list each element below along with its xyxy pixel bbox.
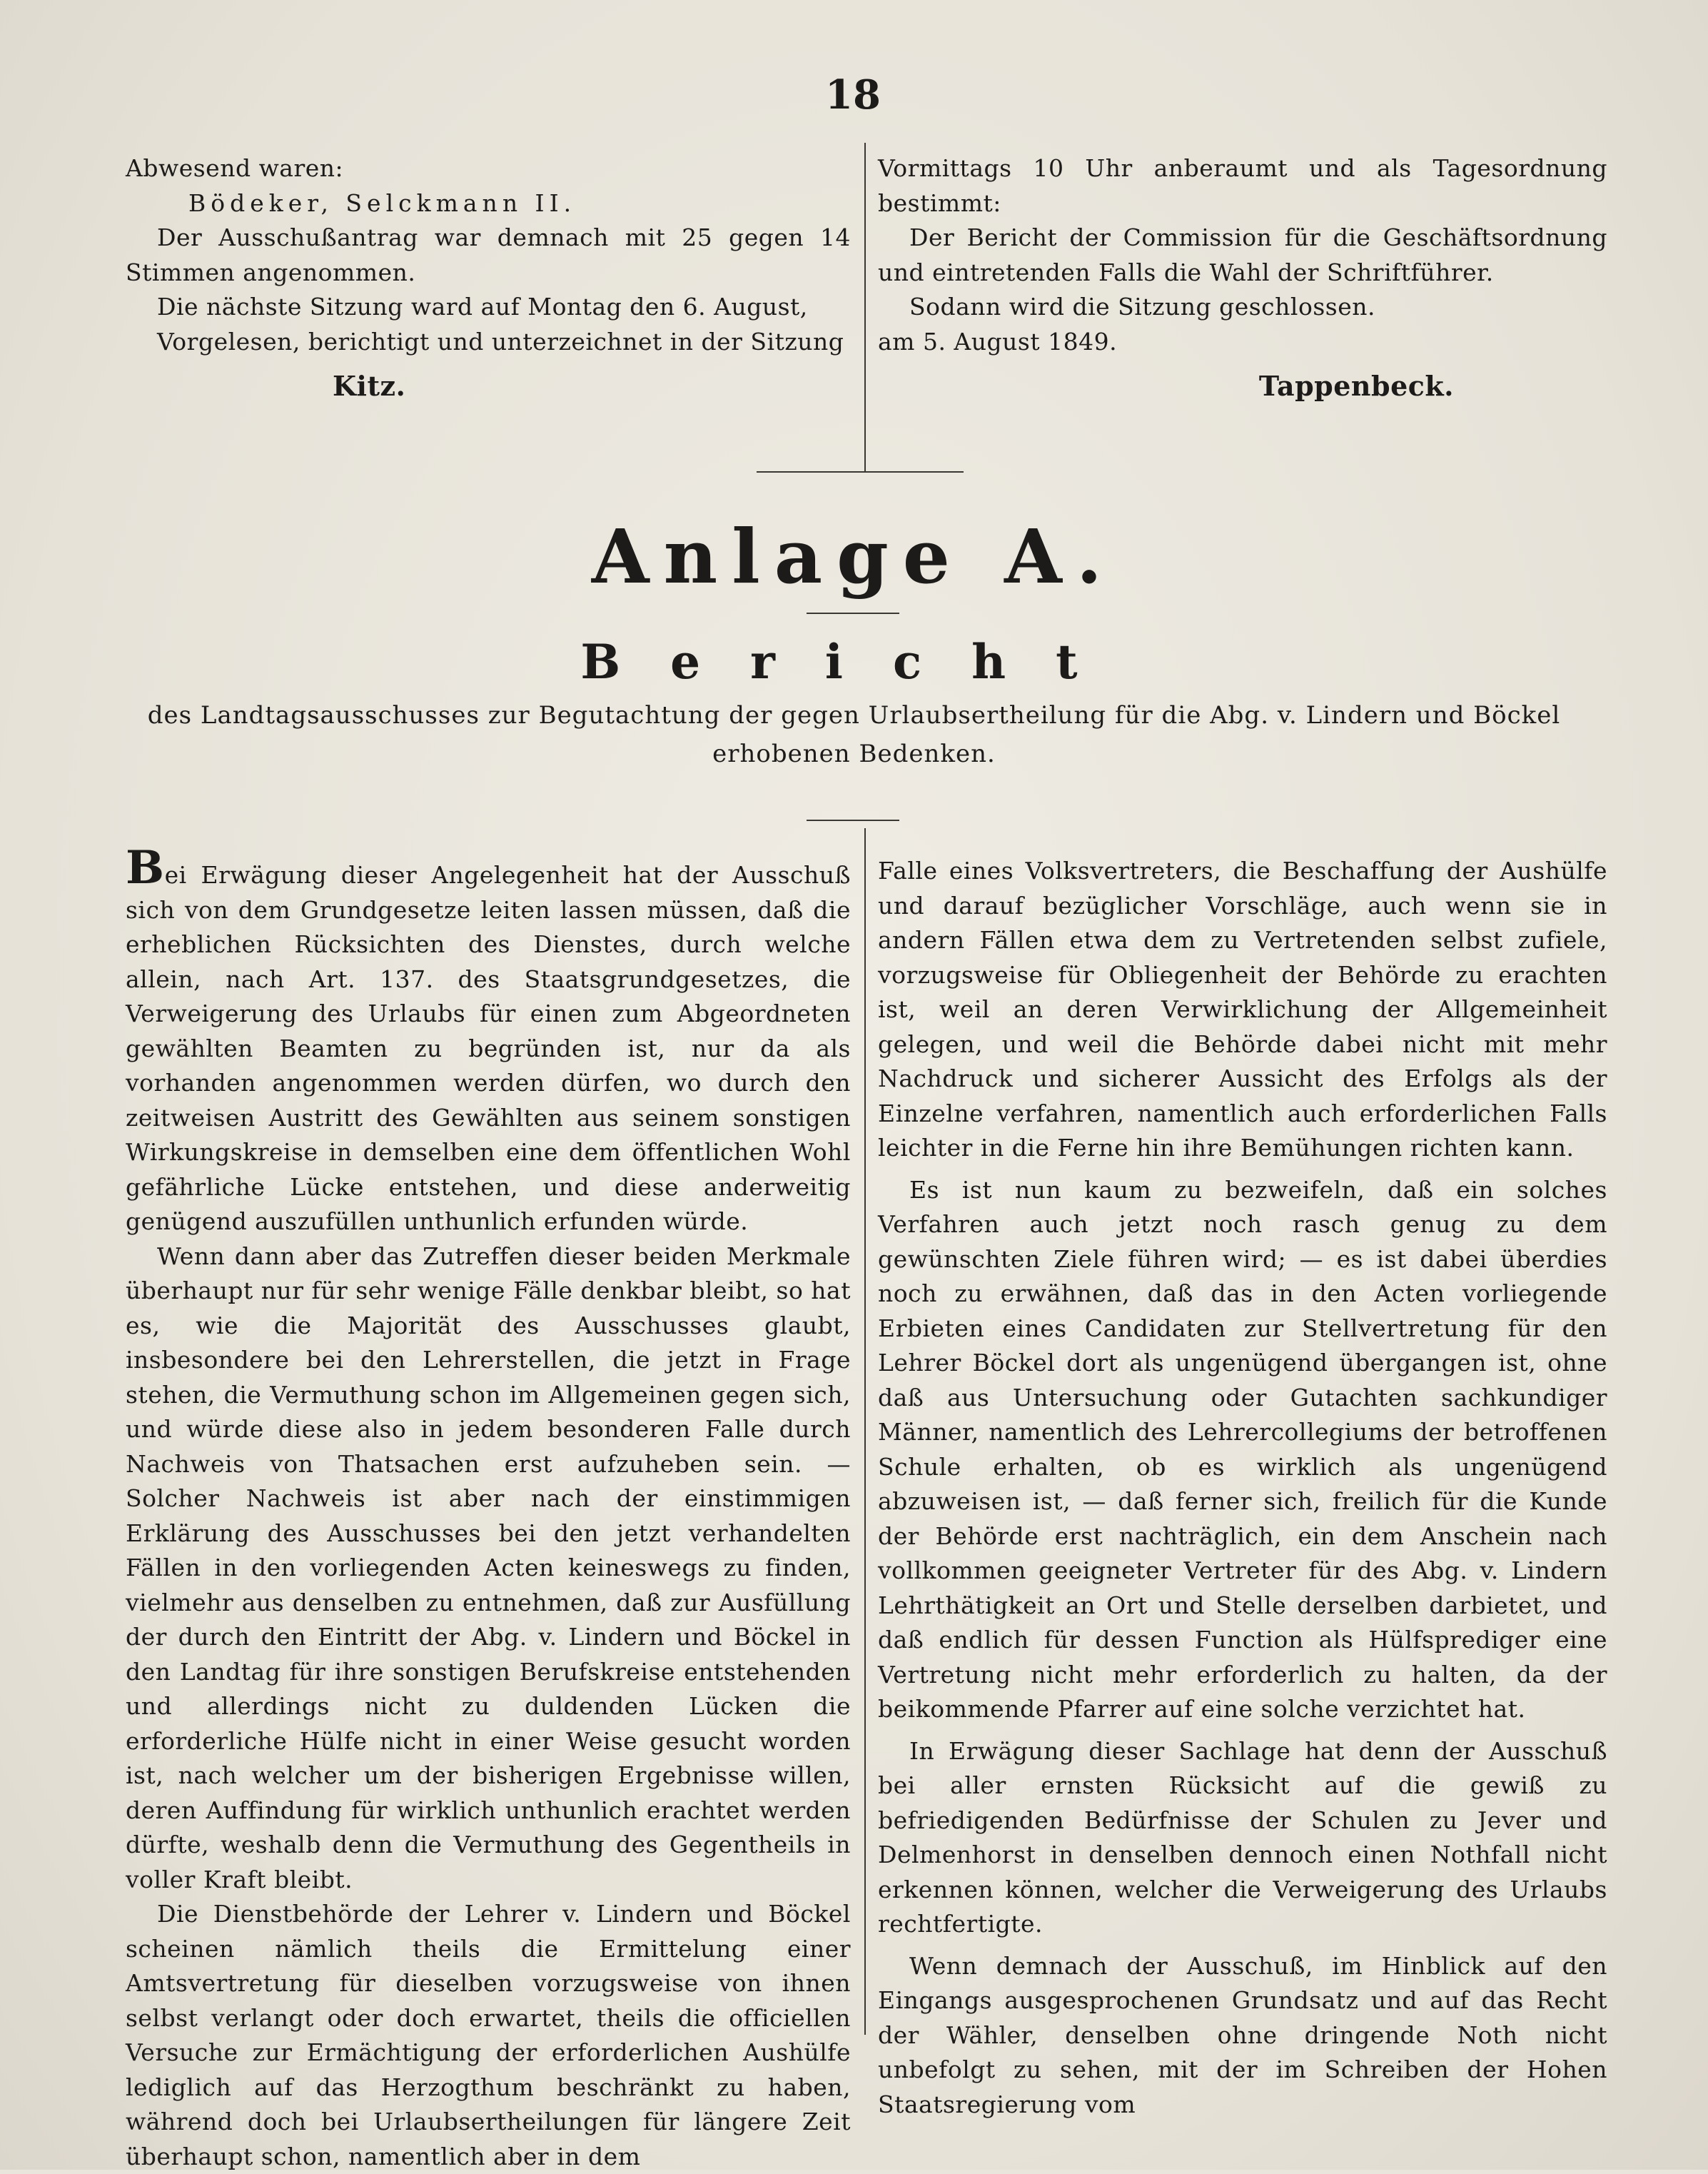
- column-divider-body: [864, 828, 866, 2035]
- agenda-item: Der Bericht der Commission für die Geschäftsordnung und eintretenden Falls die Wahl der Schriftführer.: [878, 223, 1607, 286]
- annex-title: Anlage A.: [591, 513, 1117, 600]
- rule-above-annex: [757, 471, 964, 473]
- paragraph: Falle eines Volksvertreters, die Beschaffung der Aushülfe und darauf bezüglicher Vorschläge, auch wenn sie in andern Fällen etwa dem zu Vertretenden selbst zufiele, vorzugsweise für Obliegenheit der Behörde zu erachten ist, weil an deren Verwirklichung der Allgemeinheit gelegen, und weil die Behörde dabei nicht mit mehr Nachdruck und sicherer Aussicht des Erfolgs als der Einzelne verfahren, namentlich auch erforderlichen Falls leichter in die Ferne hin ihre Bemühungen richten kann.: [878, 857, 1607, 1162]
- drop-cap: B: [126, 841, 165, 895]
- session-closed: Sodann wird die Sitzung geschlossen.: [909, 293, 1375, 321]
- paragraph: Es ist nun kaum zu bezweifeln, daß ein solches Verfahren auch jetzt noch rasch genug zu dem gewünschten Ziele führen wird; — es ist dabei überdies noch zu erwähnen, daß das in den Acten vorliegende Erbieten eines Candidaten zur Stellvertretung für den Lehrer Böckel dort als ungenügend übergangen ist, ohne daß aus Untersuchung oder Gutachten sachkundiger Männer, namentlich des Lehrercollegiums der betroffenen Schule erhalten, ob es wirklich als ungenügend abzuweisen ist, — daß ferner sich, freilich für die Kunde der Behörde erst nachträglich, ein dem Anschein nach vollkommen geeigneter Vertreter für des Abg. v. Lindern Lehrthätigkeit an Ort und Stelle derselben darbietet, und daß endlich für dessen Function als Hülfsprediger eine Vertretung nicht mehr erforderlich zu halten, da der beikommende Pfarrer auf eine solche verzichtet hat.: [878, 1175, 1607, 1723]
- vote-result: Der Ausschußantrag war demnach mit 25 gegen 14 Stimmen angenommen.: [126, 223, 851, 286]
- paragraph: Wenn dann aber das Zutreffen dieser beiden Merkmale überhaupt nur für sehr wenige Fälle denkbar bleibt, so hat es, wie die Majorität des Ausschusses glaubt, insbesondere bei den Lehrerstellen, die jetzt in Frage stehen, die Vermuthung schon im Allgemeinen gegen sich, und würde diese also in jedem besonderen Falle durch Nachweis von Thatsachen erst aufzuheben sein. — Solcher Nachweis ist aber nach der einstimmigen Erklärung des Ausschusses bei den jetzt verhandelten Fällen in den vorliegenden Acten keineswegs zu finden, vielmehr aus denselben zu entnehmen, daß zur Ausfüllung der durch den Eintritt der Abg. v. Lindern und Böckel in den Landtag für ihre sonstigen Berufskreise entstehenden und allerdings nicht zu duldenden Lücken die erforderliche Hülfe nicht in einer Weise gesucht worden ist, nach welcher um der bisherigen Ergebnisse willen, deren Auffindung für wirklich unthunlich erachtet werden dürfte, weshalb denn die Vermuthung des Gegentheils in voller Kraft bleibt.: [126, 1242, 851, 1893]
- session-date: am 5. August 1849.: [878, 327, 1118, 356]
- body-right-column: [878, 854, 1607, 2122]
- next-session: Die nächste Sitzung ward auf Montag den 6. August,: [157, 293, 808, 321]
- signature-kitz: Kitz.: [333, 370, 406, 402]
- paragraph: Die Dienstbehörde der Lehrer v. Lindern und Böckel scheinen nämlich theils die Ermittelung einer Amtsvertretung für dieselben vorzugsweise von ihnen selbst verlangt oder doch erwartet, theils die officiellen Versuche zur Ermächtigung der erforderlichen Aushülfe lediglich auf das Herzogthum beschränkt zu haben, während doch bei Urlaubsertheilungen für längere Zeit überhaupt schon, namentlich aber in dem: [126, 1900, 851, 2170]
- body-left-column: [126, 841, 851, 2174]
- rule-below-annex: [807, 613, 899, 614]
- paragraph: Wenn demnach der Ausschuß, im Hinblick auf den Eingangs ausgesprochenen Grundsatz und auf das Recht der Wähler, denselben ohne dringende Noth nicht unbefolgt zu sehen, mit der im Schreiben der Hohen Staatsregierung vom: [878, 1951, 1607, 2118]
- paragraph: In Erwägung dieser Sachlage hat denn der Ausschuß bei aller ernsten Rücksicht auf die gewiß zu befriedigenden Bedürfnisse der Schulen zu Jever und Delmenhorst in denselben dennoch einen Nothfall nicht erkennen können, welcher die Verweigerung des Urlaubs rechtfertigte.: [878, 1736, 1607, 1938]
- column-divider-top: [864, 143, 866, 473]
- rule-below-subtitle: [807, 820, 899, 821]
- paragraph: Bei Erwägung dieser Angelegenheit hat der Ausschuß sich von dem Grundgesetze leiten lassen müssen, daß die erheblichen Rücksichten des Dienstes, durch welche allein, nach Art. 137. des Staatsgrundgesetzes, die Verweigerung des Urlaubs für einen zum Abgeordneten gewählten Beamten zu begründen ist, nur da als vorhanden angenommen werden dürfen, wo durch den zeitweisen Austritt des Gewählten aus seinem sonstigen Wirkungskreise in demselben eine dem öffentlichen Wohl gefährliche Lücke entstehen, und diese anderweitig genügend auszufüllen unthunlich erfunden würde.: [126, 841, 851, 1235]
- absent-heading: Abwesend waren:: [126, 154, 344, 182]
- signature-tappenbeck: Tappenbeck.: [1258, 370, 1454, 402]
- top-left-column: [126, 151, 851, 404]
- session-time: Vormittags 10 Uhr anberaumt und als Tagesordnung bestimmt:: [878, 154, 1607, 217]
- page-number: 18: [825, 71, 881, 119]
- top-right-column: [878, 151, 1607, 404]
- minutes-note: Vorgelesen, berichtigt und unterzeichnet in der Sitzung: [157, 327, 844, 356]
- report-subtitle: des Landtagsausschusses zur Begutachtung der gegen Urlaubsertheilung für die Abg. v. Lindern und Böckel erhobenen Bedenken.: [147, 701, 1561, 768]
- report-title: Bericht: [580, 634, 1128, 690]
- absent-names: Bödeker, Selckmann II.: [188, 188, 577, 217]
